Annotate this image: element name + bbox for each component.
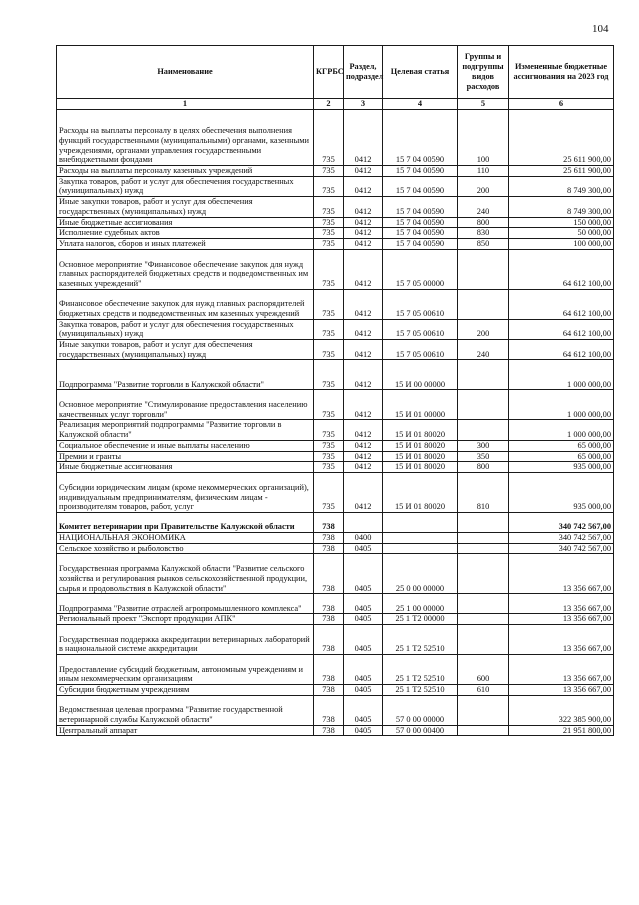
row-target: 15 7 04 00590 bbox=[383, 110, 458, 166]
row-group: 600 bbox=[458, 655, 509, 685]
row-group: 300 bbox=[458, 440, 509, 451]
row-target: 15 7 05 00000 bbox=[383, 249, 458, 289]
row-section: 0412 bbox=[344, 360, 383, 390]
row-amount: 64 612 100,00 bbox=[509, 289, 614, 319]
row-amount: 1 000 000,00 bbox=[509, 390, 614, 420]
table-row bbox=[57, 176, 614, 196]
row-target: 15 И 01 80020 bbox=[383, 451, 458, 462]
row-kgrbs: 735 bbox=[314, 319, 344, 339]
row-kgrbs: 735 bbox=[314, 110, 344, 166]
table-row bbox=[57, 532, 614, 543]
row-kgrbs: 738 bbox=[314, 725, 344, 736]
row-target: 25 1 00 00000 bbox=[383, 594, 458, 614]
row-name: Основное мероприятие "Стимулирование предоставления населению качественных услуг торговли" bbox=[57, 390, 314, 420]
row-group bbox=[458, 543, 509, 554]
row-target: 15 7 04 00590 bbox=[383, 238, 458, 249]
row-target: 57 0 00 00400 bbox=[383, 725, 458, 736]
row-kgrbs: 735 bbox=[314, 217, 344, 228]
row-amount: 340 742 567,00 bbox=[509, 512, 614, 532]
row-section: 0405 bbox=[344, 543, 383, 554]
row-group: 800 bbox=[458, 462, 509, 473]
row-kgrbs: 738 bbox=[314, 614, 344, 625]
row-section: 0412 bbox=[344, 228, 383, 239]
table-row bbox=[57, 390, 614, 420]
row-kgrbs: 738 bbox=[314, 695, 344, 725]
column-number: 5 bbox=[458, 99, 509, 110]
row-section: 0412 bbox=[344, 420, 383, 440]
row-group bbox=[458, 512, 509, 532]
row-target: 25 1 Т2 52510 bbox=[383, 685, 458, 696]
row-kgrbs: 735 bbox=[314, 228, 344, 239]
row-kgrbs: 738 bbox=[314, 594, 344, 614]
row-kgrbs: 735 bbox=[314, 360, 344, 390]
row-name: Ведомственная целевая программа "Развитие государственной ветеринарной службы Калужской области" bbox=[57, 695, 314, 725]
row-target: 57 0 00 00000 bbox=[383, 695, 458, 725]
header-amount: Измененные бюджетные ассигнования на 2023 год bbox=[509, 46, 614, 99]
row-kgrbs: 735 bbox=[314, 340, 344, 360]
row-target: 15 7 05 00610 bbox=[383, 319, 458, 339]
row-group: 240 bbox=[458, 197, 509, 217]
row-amount: 25 611 900,00 bbox=[509, 166, 614, 177]
row-section: 0412 bbox=[344, 110, 383, 166]
row-target: 15 7 04 00590 bbox=[383, 166, 458, 177]
row-group bbox=[458, 625, 509, 655]
row-kgrbs: 738 bbox=[314, 685, 344, 696]
row-target: 25 1 Т2 52510 bbox=[383, 655, 458, 685]
row-amount: 13 356 667,00 bbox=[509, 594, 614, 614]
table-row bbox=[57, 420, 614, 440]
table-row bbox=[57, 451, 614, 462]
row-amount: 935 000,00 bbox=[509, 472, 614, 512]
row-amount: 100 000,00 bbox=[509, 238, 614, 249]
row-target: 25 0 00 00000 bbox=[383, 554, 458, 594]
header-kgrbs: КГРБС bbox=[314, 46, 344, 99]
row-group: 610 bbox=[458, 685, 509, 696]
row-group bbox=[458, 554, 509, 594]
row-group: 830 bbox=[458, 228, 509, 239]
row-name: Государственная программа Калужской области "Развитие сельского хозяйства и регулирования рынков сельскохозяйственной продукции, сырья и продовольствия в Калужской области" bbox=[57, 554, 314, 594]
row-group: 110 bbox=[458, 166, 509, 177]
row-section: 0405 bbox=[344, 625, 383, 655]
row-amount: 150 000,00 bbox=[509, 217, 614, 228]
row-section: 0412 bbox=[344, 340, 383, 360]
row-target: 25 1 Т2 52510 bbox=[383, 625, 458, 655]
table-row bbox=[57, 543, 614, 554]
column-number: 6 bbox=[509, 99, 614, 110]
row-section: 0412 bbox=[344, 472, 383, 512]
row-target: 15 И 01 80020 bbox=[383, 440, 458, 451]
row-kgrbs: 735 bbox=[314, 176, 344, 196]
row-section: 0405 bbox=[344, 594, 383, 614]
table-row bbox=[57, 319, 614, 339]
row-target: 15 7 04 00590 bbox=[383, 197, 458, 217]
table-row bbox=[57, 614, 614, 625]
row-kgrbs: 738 bbox=[314, 532, 344, 543]
row-amount: 13 356 667,00 bbox=[509, 685, 614, 696]
row-target bbox=[383, 512, 458, 532]
row-group: 240 bbox=[458, 340, 509, 360]
row-name: НАЦИОНАЛЬНАЯ ЭКОНОМИКА bbox=[57, 532, 314, 543]
row-kgrbs: 735 bbox=[314, 440, 344, 451]
row-group: 350 bbox=[458, 451, 509, 462]
row-amount: 13 356 667,00 bbox=[509, 625, 614, 655]
row-section: 0405 bbox=[344, 614, 383, 625]
row-name: Государственная поддержка аккредитации ветеринарных лабораторий в национальной системе аккредитации bbox=[57, 625, 314, 655]
table-row bbox=[57, 238, 614, 249]
header-section: Раздел, подраздел bbox=[344, 46, 383, 99]
row-name: Закупка товаров, работ и услуг для обеспечения государственных (муниципальных) нужд bbox=[57, 319, 314, 339]
column-number: 4 bbox=[383, 99, 458, 110]
row-target bbox=[383, 532, 458, 543]
row-section: 0405 bbox=[344, 655, 383, 685]
table-row bbox=[57, 166, 614, 177]
row-group bbox=[458, 532, 509, 543]
row-group bbox=[458, 289, 509, 319]
row-amount: 340 742 567,00 bbox=[509, 543, 614, 554]
row-amount: 8 749 300,00 bbox=[509, 176, 614, 196]
row-name: Социальное обеспечение и иные выплаты населению bbox=[57, 440, 314, 451]
row-name: Подпрограмма "Развитие торговли в Калужской области" bbox=[57, 360, 314, 390]
row-target: 15 7 04 00590 bbox=[383, 217, 458, 228]
row-section: 0412 bbox=[344, 319, 383, 339]
row-group bbox=[458, 725, 509, 736]
row-section: 0412 bbox=[344, 197, 383, 217]
row-kgrbs: 735 bbox=[314, 390, 344, 420]
table-row bbox=[57, 228, 614, 239]
row-group bbox=[458, 360, 509, 390]
row-kgrbs: 738 bbox=[314, 625, 344, 655]
row-kgrbs: 735 bbox=[314, 462, 344, 473]
row-section: 0412 bbox=[344, 440, 383, 451]
row-amount: 64 612 100,00 bbox=[509, 319, 614, 339]
row-name: Субсидии юридическим лицам (кроме некоммерческих организаций), индивидуальным предпринимателям, физическим лицам - производителям товаров, работ, услуг bbox=[57, 472, 314, 512]
row-section: 0400 bbox=[344, 532, 383, 543]
row-section: 0412 bbox=[344, 462, 383, 473]
row-name: Комитет ветеринарии при Правительстве Калужской области bbox=[57, 512, 314, 532]
row-name: Уплата налогов, сборов и иных платежей bbox=[57, 238, 314, 249]
row-target: 15 7 05 00610 bbox=[383, 289, 458, 319]
row-name: Сельское хозяйство и рыболовство bbox=[57, 543, 314, 554]
row-group: 200 bbox=[458, 176, 509, 196]
table-row bbox=[57, 462, 614, 473]
row-amount: 25 611 900,00 bbox=[509, 110, 614, 166]
row-target: 15 7 05 00610 bbox=[383, 340, 458, 360]
row-section: 0412 bbox=[344, 451, 383, 462]
row-amount: 935 000,00 bbox=[509, 462, 614, 473]
column-number: 2 bbox=[314, 99, 344, 110]
row-target: 15 И 01 80020 bbox=[383, 420, 458, 440]
row-target bbox=[383, 543, 458, 554]
row-target: 25 1 Т2 00000 bbox=[383, 614, 458, 625]
row-group bbox=[458, 420, 509, 440]
row-name: Региональный проект "Экспорт продукции АПК" bbox=[57, 614, 314, 625]
table-row bbox=[57, 512, 614, 532]
table-row bbox=[57, 655, 614, 685]
row-group: 850 bbox=[458, 238, 509, 249]
row-kgrbs: 735 bbox=[314, 238, 344, 249]
row-kgrbs: 735 bbox=[314, 289, 344, 319]
row-section: 0412 bbox=[344, 249, 383, 289]
row-section: 0405 bbox=[344, 695, 383, 725]
row-kgrbs: 738 bbox=[314, 543, 344, 554]
row-kgrbs: 735 bbox=[314, 420, 344, 440]
table-row bbox=[57, 197, 614, 217]
table-row bbox=[57, 289, 614, 319]
table-row bbox=[57, 554, 614, 594]
row-amount: 64 612 100,00 bbox=[509, 340, 614, 360]
row-name: Подпрограмма "Развитие отраслей агропромышленного комплекса" bbox=[57, 594, 314, 614]
table-row bbox=[57, 217, 614, 228]
row-target: 15 7 04 00590 bbox=[383, 176, 458, 196]
row-section: 0412 bbox=[344, 238, 383, 249]
row-group: 800 bbox=[458, 217, 509, 228]
table-header-row bbox=[57, 46, 614, 99]
row-name: Иные бюджетные ассигнования bbox=[57, 217, 314, 228]
row-group bbox=[458, 614, 509, 625]
header-target: Целевая статья bbox=[383, 46, 458, 99]
row-name: Реализация мероприятий подпрограммы "Развитие торговли в Калужской области" bbox=[57, 420, 314, 440]
row-amount: 1 000 000,00 bbox=[509, 420, 614, 440]
row-name: Иные бюджетные ассигнования bbox=[57, 462, 314, 473]
row-name: Премии и гранты bbox=[57, 451, 314, 462]
row-section: 0412 bbox=[344, 217, 383, 228]
row-target: 15 И 01 80020 bbox=[383, 472, 458, 512]
row-name: Финансовое обеспечение закупок для нужд главных распорядителей бюджетных средств и подведомственных им казенных учреждений bbox=[57, 289, 314, 319]
row-amount: 13 356 667,00 bbox=[509, 554, 614, 594]
table-row bbox=[57, 110, 614, 166]
row-section: 0405 bbox=[344, 685, 383, 696]
row-amount: 13 356 667,00 bbox=[509, 655, 614, 685]
header-groups: Группы и подгруппы видов расходов bbox=[458, 46, 509, 99]
budget-table bbox=[56, 45, 614, 736]
row-amount: 340 742 567,00 bbox=[509, 532, 614, 543]
row-target: 15 И 00 00000 bbox=[383, 360, 458, 390]
row-section: 0412 bbox=[344, 390, 383, 420]
row-amount: 322 385 900,00 bbox=[509, 695, 614, 725]
row-amount: 65 000,00 bbox=[509, 451, 614, 462]
row-amount: 65 000,00 bbox=[509, 440, 614, 451]
row-amount: 8 749 300,00 bbox=[509, 197, 614, 217]
row-target: 15 И 01 00000 bbox=[383, 390, 458, 420]
row-name: Закупка товаров, работ и услуг для обеспечения государственных (муниципальных) нужд bbox=[57, 176, 314, 196]
row-section: 0412 bbox=[344, 289, 383, 319]
row-section: 0405 bbox=[344, 554, 383, 594]
row-name: Исполнение судебных актов bbox=[57, 228, 314, 239]
page-number: 104 bbox=[592, 23, 609, 35]
column-number: 1 bbox=[57, 99, 314, 110]
table-row bbox=[57, 695, 614, 725]
table-row bbox=[57, 472, 614, 512]
row-kgrbs: 735 bbox=[314, 451, 344, 462]
row-name: Предоставление субсидий бюджетным, автономным учреждениям и иным некоммерческим организациям bbox=[57, 655, 314, 685]
row-section bbox=[344, 512, 383, 532]
row-kgrbs: 735 bbox=[314, 249, 344, 289]
table-row bbox=[57, 249, 614, 289]
row-target: 15 7 04 00590 bbox=[383, 228, 458, 239]
row-name: Иные закупки товаров, работ и услуг для обеспечения государственных (муниципальных) нужд bbox=[57, 197, 314, 217]
row-amount: 13 356 667,00 bbox=[509, 614, 614, 625]
row-kgrbs: 738 bbox=[314, 554, 344, 594]
row-kgrbs: 738 bbox=[314, 512, 344, 532]
row-amount: 1 000 000,00 bbox=[509, 360, 614, 390]
row-section: 0412 bbox=[344, 176, 383, 196]
row-amount: 64 612 100,00 bbox=[509, 249, 614, 289]
row-kgrbs: 738 bbox=[314, 655, 344, 685]
row-name: Расходы на выплаты персоналу в целях обеспечения выполнения функций государственными (муниципальными) органами, казенными учреждениями, органами управления государственными внебюджетными фондами bbox=[57, 110, 314, 166]
row-group bbox=[458, 390, 509, 420]
table-row bbox=[57, 340, 614, 360]
row-name: Центральный аппарат bbox=[57, 725, 314, 736]
table-row bbox=[57, 685, 614, 696]
row-group: 200 bbox=[458, 319, 509, 339]
row-name: Субсидии бюджетным учреждениям bbox=[57, 685, 314, 696]
row-group bbox=[458, 249, 509, 289]
row-kgrbs: 735 bbox=[314, 197, 344, 217]
header-name: Наименование bbox=[57, 46, 314, 99]
row-group: 810 bbox=[458, 472, 509, 512]
row-amount: 50 000,00 bbox=[509, 228, 614, 239]
table-row bbox=[57, 625, 614, 655]
row-name: Основное мероприятие "Финансовое обеспечение закупок для нужд главных распорядителей бюджетных средств и подведомственных им казенных учреждений" bbox=[57, 249, 314, 289]
row-name: Расходы на выплаты персоналу казенных учреждений bbox=[57, 166, 314, 177]
row-group bbox=[458, 695, 509, 725]
table-row bbox=[57, 725, 614, 736]
row-amount: 21 951 800,00 bbox=[509, 725, 614, 736]
row-kgrbs: 735 bbox=[314, 472, 344, 512]
row-target: 15 И 01 80020 bbox=[383, 462, 458, 473]
table-row bbox=[57, 594, 614, 614]
table-row bbox=[57, 360, 614, 390]
column-number-row bbox=[57, 99, 614, 110]
row-section: 0405 bbox=[344, 725, 383, 736]
row-name: Иные закупки товаров, работ и услуг для обеспечения государственных (муниципальных) нужд bbox=[57, 340, 314, 360]
row-group bbox=[458, 594, 509, 614]
table-row bbox=[57, 440, 614, 451]
row-section: 0412 bbox=[344, 166, 383, 177]
column-number: 3 bbox=[344, 99, 383, 110]
row-group: 100 bbox=[458, 110, 509, 166]
row-kgrbs: 735 bbox=[314, 166, 344, 177]
